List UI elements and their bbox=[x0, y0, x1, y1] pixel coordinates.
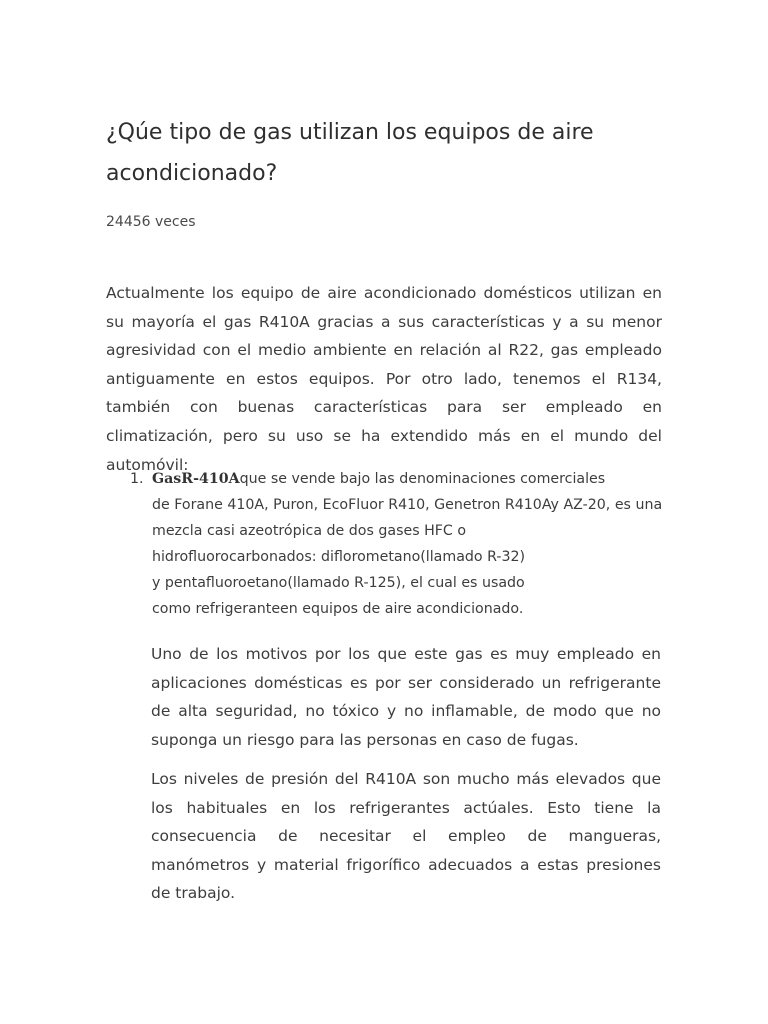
list-line bbox=[152, 466, 662, 492]
list-marker: 1. bbox=[130, 471, 144, 487]
article-title: ¿Qúe tipo de gas utilizan los equipos de aire acondicionado? bbox=[106, 120, 594, 186]
list-line-text: de Forane 410A, Puron, EcoFluor R410, Genetron R410Ay AZ-20, es una bbox=[152, 497, 663, 513]
gas-list bbox=[106, 466, 662, 622]
safety-paragraph: Uno de los motivos por los que este gas es muy empleado en aplicaciones domésticas es por ser considerado un refrigerante de alta seguridad, no tóxico y no inflamable, de modo que no suponga un riesgo para las personas en caso de fugas. bbox=[151, 645, 661, 749]
intro-paragraph: Actualmente los equipo de aire acondicionado domésticos utilizan en su mayoría el gas R410A gracias a sus características y a su menor agresividad con el medio ambiente en relación al R22, gas empleado antiguamente en estos equipos. Por otro lado, tenemos el R134, también con buenas características para ser empleado en climatización, pero su uso se ha extendido más en el mundo del automóvil: bbox=[106, 284, 662, 474]
list-line-text: que se vende bajo las denominaciones comerciales bbox=[239, 471, 606, 487]
list-item bbox=[106, 466, 662, 622]
list-line-text: hidrofluorocarbonados: diflorometano(llamado R-32) bbox=[152, 549, 526, 565]
list-line-text: y pentafluoroetano(llamado R-125), el cual es usado bbox=[152, 575, 525, 591]
list-line-text: como refrigeranteen equipos de aire acondicionado. bbox=[152, 601, 524, 617]
gas-name: GasR-410A bbox=[152, 471, 240, 487]
list-line-text: mezcla casi azeotrópica de dos gases HFC o bbox=[152, 523, 467, 539]
view-count: 24456 veces bbox=[106, 214, 196, 230]
pressure-paragraph: Los niveles de presión del R410A son mucho más elevados que los habituales en los refrigerantes actúales. Esto tiene la consecuencia de necesitar el empleo de mangueras, manómetros y material frigorífico adecuados a estas presiones de trabajo. bbox=[151, 770, 661, 903]
